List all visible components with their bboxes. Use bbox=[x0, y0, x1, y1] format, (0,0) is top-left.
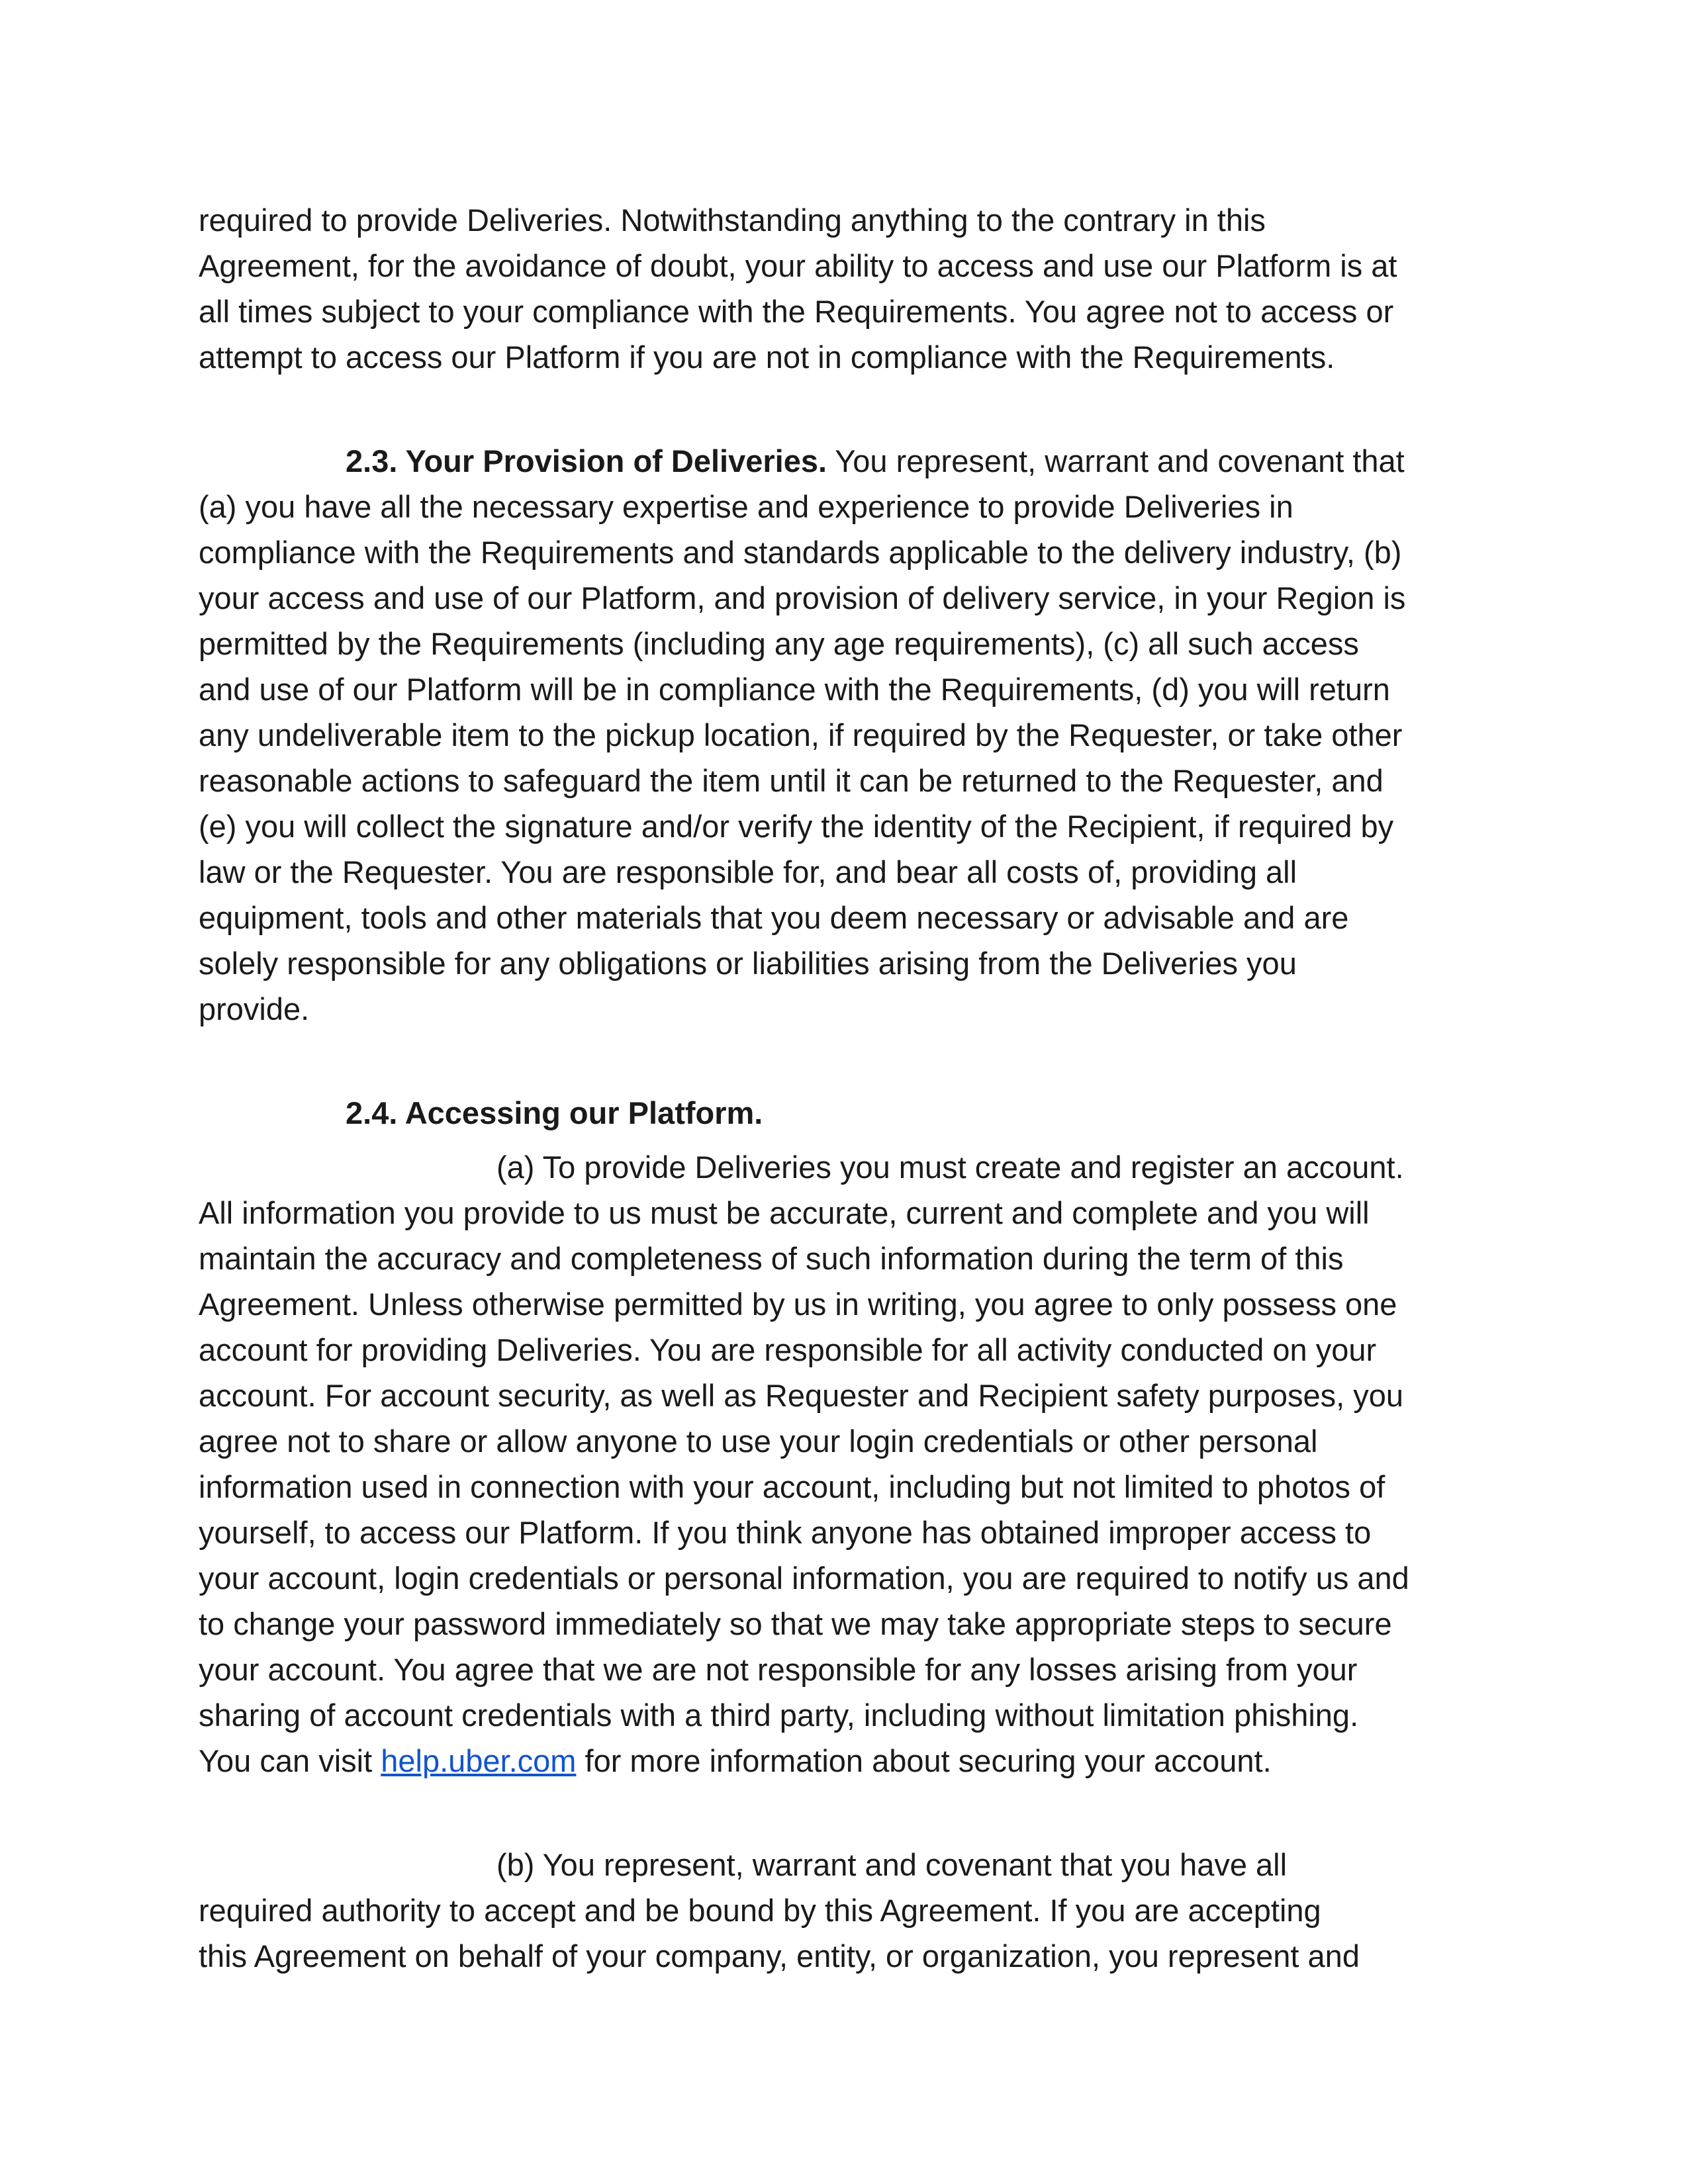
section-2-4-para-b bbox=[199, 1842, 1496, 1979]
section-2-3-first-line bbox=[199, 438, 1496, 484]
section-2-4-para-a bbox=[199, 1144, 1496, 1784]
text-line: reasonable actions to safeguard the item until it can be returned to the Requester, and bbox=[199, 763, 1383, 798]
document-page bbox=[199, 197, 1496, 1979]
text-line: Agreement. Unless otherwise permitted by us in writing, you agree to only possess one bbox=[199, 1287, 1397, 1322]
section-2-3-first-line-text: You represent, warrant and covenant that bbox=[827, 443, 1405, 478]
paragraph-gap bbox=[199, 1032, 1496, 1090]
text-line: agree not to share or allow anyone to use your login credentials or other personal bbox=[199, 1424, 1318, 1459]
text-line: your account, login credentials or personal information, you are required to notify us and bbox=[199, 1561, 1409, 1596]
text-line: this Agreement on behalf of your company, entity, or organization, you represent and bbox=[199, 1938, 1360, 1974]
text-line: sharing of account credentials with a third party, including without limitation phishing. bbox=[199, 1698, 1359, 1733]
text-line: required authority to accept and be bound by this Agreement. If you are accepting bbox=[199, 1893, 1321, 1928]
text-line: your access and use of our Platform, and provision of delivery service, in your Region is bbox=[199, 580, 1406, 615]
text-line: any undeliverable item to the pickup location, if required by the Requester, or take other bbox=[199, 717, 1403, 752]
para-a-first-line: (a) To provide Deliveries you must create and register an account. bbox=[496, 1150, 1404, 1185]
text-line: Agreement, for the avoidance of doubt, your ability to access and use our Platform is at bbox=[199, 248, 1397, 283]
paragraph-gap bbox=[199, 380, 1496, 438]
text-line: account for providing Deliveries. You are responsible for all activity conducted on your bbox=[199, 1332, 1377, 1367]
text-line: (e) you will collect the signature and/or verify the identity of the Recipient, if required by bbox=[199, 809, 1394, 844]
text-line: equipment, tools and other materials that you deem necessary or advisable and are bbox=[199, 900, 1349, 935]
text-line: attempt to access our Platform if you are not in compliance with the Requirements. bbox=[199, 340, 1335, 375]
text-line: law or the Requester. You are responsible for, and bear all costs of, providing all bbox=[199, 854, 1297, 889]
text-line: information used in connection with your account, including but not limited to photos of bbox=[199, 1469, 1385, 1504]
section-2-4-heading: 2.4. Accessing our Platform. bbox=[346, 1095, 763, 1130]
text-line: account. For account security, as well as Requester and Recipient safety purposes, you bbox=[199, 1378, 1404, 1413]
spacer bbox=[199, 1136, 1496, 1144]
section-2-4 bbox=[199, 1090, 1496, 1979]
text-line: to change your password immediately so that we may take appropriate steps to secure bbox=[199, 1606, 1392, 1641]
text-line: maintain the accuracy and completeness of such information during the term of this bbox=[199, 1241, 1344, 1276]
text-line: your account. You agree that we are not responsible for any losses arising from your bbox=[199, 1652, 1358, 1687]
text-fragment: You can visit bbox=[199, 1743, 381, 1778]
paragraph-gap bbox=[199, 1784, 1496, 1842]
para-b-first-line: (b) You represent, warrant and covenant that you have all bbox=[496, 1847, 1288, 1882]
text-line: all times subject to your compliance with the Requirements. You agree not to access or bbox=[199, 294, 1394, 329]
text-line: All information you provide to us must be accurate, current and complete and you will bbox=[199, 1195, 1370, 1230]
text-line: provide. bbox=[199, 991, 310, 1026]
text-line: required to provide Deliveries. Notwithstanding anything to the contrary in this bbox=[199, 203, 1266, 238]
section-2-3 bbox=[199, 438, 1496, 1032]
intro-paragraph bbox=[199, 197, 1496, 380]
text-line: yourself, to access our Platform. If you think anyone has obtained improper access to bbox=[199, 1515, 1372, 1550]
text-fragment: for more information about securing your account. bbox=[576, 1743, 1272, 1778]
help-uber-link[interactable]: help.uber.com bbox=[381, 1743, 577, 1778]
section-2-3-heading: 2.3. Your Provision of Deliveries. bbox=[346, 443, 827, 478]
text-line: (a) you have all the necessary expertise and experience to provide Deliveries in bbox=[199, 489, 1293, 524]
text-line: permitted by the Requirements (including any age requirements), (c) all such access bbox=[199, 626, 1359, 661]
text-line: solely responsible for any obligations or liabilities arising from the Deliveries you bbox=[199, 946, 1297, 981]
para-a-last-line bbox=[199, 1738, 1496, 1784]
text-line: and use of our Platform will be in compliance with the Requirements, (d) you will return bbox=[199, 672, 1390, 707]
text-line: compliance with the Requirements and standards applicable to the delivery industry, (b) bbox=[199, 535, 1402, 570]
